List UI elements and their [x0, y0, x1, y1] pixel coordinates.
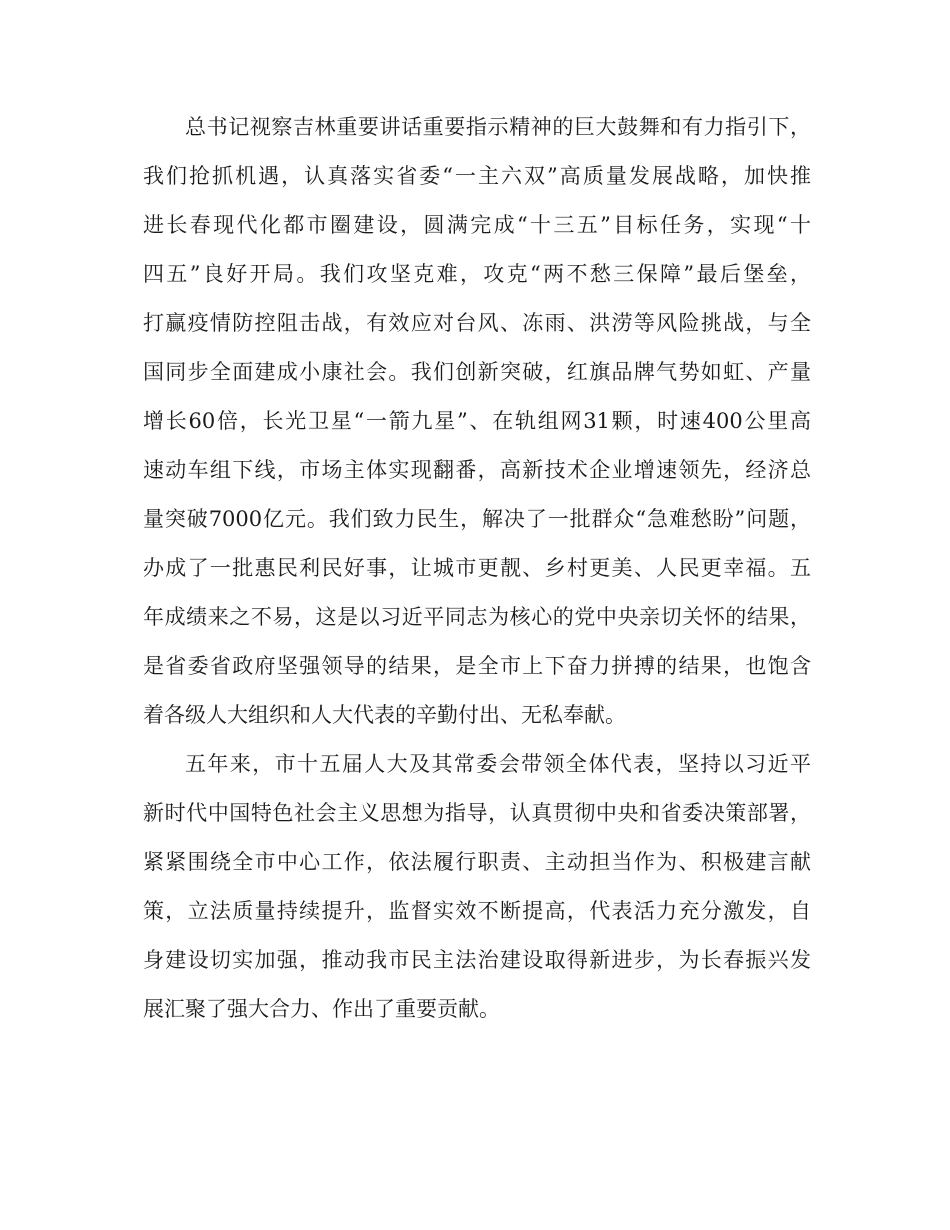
text-line: 着各级人大组织和人大代表的辛勤付出、无私奉献。 — [143, 703, 626, 727]
text-line: 身建设切实加强，推动我市民主法治建设取得新进步，为长春振兴发 — [143, 948, 811, 972]
document-body — [143, 103, 811, 1034]
paragraph-1 — [143, 103, 811, 740]
text-line: 量突破7000亿元。我们致力民生，解决了一批群众“急难愁盼”问题， — [143, 507, 811, 531]
text-line: 办成了一批惠民利民好事，让城市更靓、乡村更美、人民更幸福。五 — [143, 556, 811, 580]
text-line: 策，立法质量持续提升，监督实效不断提高，代表活力充分激发，自 — [143, 899, 811, 923]
text-line: 年成绩来之不易，这是以习近平同志为核心的党中央亲切关怀的结果， — [143, 605, 811, 629]
text-line: 展汇聚了强大合力、作出了重要贡献。 — [143, 997, 500, 1021]
paragraph-2 — [143, 740, 811, 1034]
text-line: 新时代中国特色社会主义思想为指导，认真贯彻中央和省委决策部署， — [143, 801, 811, 825]
text-line: 我们抢抓机遇，认真落实省委“一主六双”高质量发展战略，加快推 — [143, 164, 811, 188]
text-line: 五年来，市十五届人大及其常委会带领全体代表，坚持以习近平 — [185, 752, 811, 776]
text-line: 国同步全面建成小康社会。我们创新突破，红旗品牌气势如虹、产量 — [143, 360, 811, 384]
text-line: 是省委省政府坚强领导的结果，是全市上下奋力拼搏的结果，也饱含 — [143, 654, 811, 678]
text-line: 速动车组下线，市场主体实现翻番，高新技术企业增速领先，经济总 — [143, 458, 811, 482]
text-line: 进长春现代化都市圈建设，圆满完成“十三五”目标任务，实现“十 — [143, 213, 811, 237]
text-line: 增长60倍，长光卫星“一箭九星”、在轨组网31颗，时速400公里高 — [143, 409, 811, 433]
text-line: 总书记视察吉林重要讲话重要指示精神的巨大鼓舞和有力指引下， — [185, 115, 811, 139]
text-line: 紧紧围绕全市中心工作，依法履行职责、主动担当作为、积极建言献 — [143, 850, 811, 874]
text-line: 四五”良好开局。我们攻坚克难，攻克“两不愁三保障”最后堡垒， — [143, 262, 811, 286]
text-line: 打赢疫情防控阻击战，有效应对台风、冻雨、洪涝等风险挑战，与全 — [143, 311, 811, 335]
